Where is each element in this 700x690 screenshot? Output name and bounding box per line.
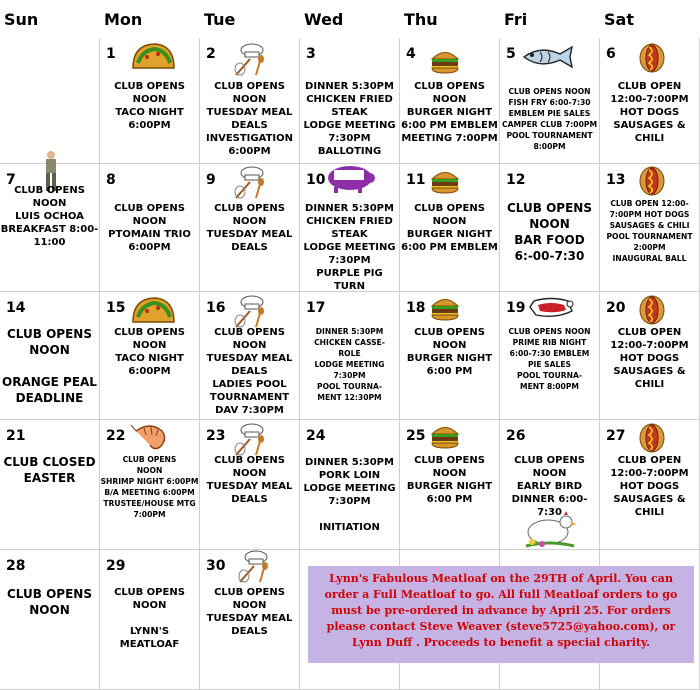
event-text: CLUB OPENS NOON EARLY BIRD DINNER 6:00-7:30 xyxy=(511,455,588,518)
burger-icon xyxy=(430,48,460,78)
day-number: 1 xyxy=(106,46,116,62)
event-text: CLUB OPEN 12:00-7:00PM HOT DOGS SAUSAGES & CHILI xyxy=(610,327,689,390)
taco-icon xyxy=(130,295,176,329)
steak-icon xyxy=(526,295,576,325)
event-text: CLUB OPEN 12:00- 7:00PM HOT DOGS SAUSAGES & CHILI POOL TOURNAMENT 2:00PM INAUGURAL BALL xyxy=(606,199,693,263)
day-cell-17 xyxy=(300,292,400,420)
event-text: CLUB OPENS NOON TUESDAY MEAL DEALS xyxy=(206,587,293,637)
day-cell-10 xyxy=(300,164,400,292)
day-cell-1 xyxy=(100,38,200,164)
burger-icon xyxy=(430,295,460,325)
day-cell-27 xyxy=(600,420,700,550)
day-number: 26 xyxy=(506,428,526,444)
event-text: CLUB OPENS NOON BURGER NIGHT 6:00 PM xyxy=(406,327,493,377)
day-number: 15 xyxy=(106,300,126,316)
day-number: 8 xyxy=(106,172,116,188)
day-cell-25 xyxy=(400,420,500,550)
chef-whisk-icon xyxy=(230,166,266,204)
day-number: 3 xyxy=(306,46,316,62)
burger-icon xyxy=(430,423,460,453)
event-text: DINNER 5:30PM CHICKEN FRIED STEAK LODGE MEETING 7:30PM BALLOTING xyxy=(303,81,396,157)
weekday-sun: Sun xyxy=(4,10,39,29)
day-cell-2 xyxy=(200,38,300,164)
day-cell-4 xyxy=(400,38,500,164)
event-text: CLUB OPEN 12:00-7:00PM HOT DOGS SAUSAGES & CHILI xyxy=(610,455,689,518)
weekday-sat: Sat xyxy=(604,10,634,29)
weekday-tue: Tue xyxy=(204,10,236,29)
day-cell-14 xyxy=(0,292,100,420)
burger-icon xyxy=(430,168,460,198)
day-number: 11 xyxy=(406,172,426,188)
day-number: 29 xyxy=(106,558,126,574)
event-text: DINNER 5:30PM CHICKEN CASSE- ROLE LODGE MEETING 7:30PM POOL TOURNA- MENT 12:30PM xyxy=(314,327,385,402)
day-number: 9 xyxy=(206,172,216,188)
day-cell-22 xyxy=(100,420,200,550)
weekday-wed: Wed xyxy=(304,10,344,29)
day-number: 5 xyxy=(506,46,516,62)
day-cell-16 xyxy=(200,292,300,420)
day-cell-24 xyxy=(300,420,400,550)
day-cell-15 xyxy=(100,292,200,420)
day-number: 16 xyxy=(206,300,226,316)
chef-whisk-icon xyxy=(234,550,270,588)
day-cell-18 xyxy=(400,292,500,420)
day-number: 25 xyxy=(406,428,426,444)
event-text: CLUB OPENS NOON PRIME RIB NIGHT 6:00-7:30 EMBLEM PIE SALES POOL TOURNA- MENT 8:00PM xyxy=(508,327,591,391)
day-number: 24 xyxy=(306,428,326,444)
day-number: 22 xyxy=(106,428,126,444)
event-text: CLUB OPENS NOON xyxy=(7,587,92,617)
day-number: 7 xyxy=(6,172,16,188)
day-cell-13 xyxy=(600,164,700,292)
hotdog-icon xyxy=(638,166,666,200)
day-cell-20 xyxy=(600,292,700,420)
day-cell-7 xyxy=(0,164,100,292)
event-text: CLUB OPENS NOON BAR FOOD 6:-00-7:30 xyxy=(507,201,592,263)
day-number: 27 xyxy=(606,428,626,444)
event-text: CLUB OPENS NOON TACO NIGHT 6:00PM xyxy=(114,81,185,131)
day-number: 10 xyxy=(306,172,326,188)
event-text: CLUB CLOSED EASTER xyxy=(3,455,96,485)
day-cell-26 xyxy=(500,420,600,550)
event-text: CLUB OPENS NOON PTOMAIN TRIO 6:00PM xyxy=(108,203,191,253)
day-cell-8 xyxy=(100,164,200,292)
event-text: CLUB OPENS NOON TUESDAY MEAL DEALS LADIES POOL TOURNAMENT DAV 7:30PM xyxy=(206,327,293,416)
day-number: 18 xyxy=(406,300,426,316)
day-cell-30 xyxy=(200,550,300,690)
day-cell-6 xyxy=(600,38,700,164)
day-cell-28 xyxy=(0,550,100,690)
day-number: 12 xyxy=(506,172,526,188)
hotdog-icon xyxy=(638,43,666,77)
event-text: CLUB OPEN 12:00-7:00PM HOT DOGS SAUSAGES & CHILI xyxy=(610,81,689,144)
event-text: CLUB OPENS NOON TACO NIGHT 6:00PM xyxy=(114,327,185,377)
event-text: DINNER 5:30PM PORK LOIN LODGE MEETING 7:30PM INITIATION xyxy=(303,457,396,533)
weekday-thu: Thu xyxy=(404,10,438,29)
day-cell-19 xyxy=(500,292,600,420)
day-number: 17 xyxy=(306,300,326,316)
shrimp-icon xyxy=(130,423,170,457)
meatloaf-announcement: Lynn's Fabulous Meatloaf on the 29TH of April. You can order a Full Meatloaf to go. All full Meatloaf orders to go must be pre-ordered in advance by April 25. For orders please contact Steve Weaver (steve5725@yahoo.com), or Lynn Duff . Proceeds to benefit a special charity. xyxy=(308,566,694,663)
event-text: CLUB OPENS NOON LUIS OCHOA BREAKFAST 8:00- 11:00 xyxy=(0,185,99,248)
day-number: 28 xyxy=(6,558,26,574)
day-number: 21 xyxy=(6,428,26,444)
event-text: CLUB OPENS NOON TUESDAY MEAL DEALS INVESTIGATION 6:00PM xyxy=(206,81,293,157)
day-number: 13 xyxy=(606,172,626,188)
event-text: CLUB OPENS NOON FISH FRY 6:00-7:30 EMBLEM PIE SALES CAMPER CLUB 7:00PM POOL TOURNAMENT 8:00PM xyxy=(502,87,597,151)
empty-cell xyxy=(0,38,100,164)
day-number: 6 xyxy=(606,46,616,62)
day-number: 20 xyxy=(606,300,626,316)
day-cell-21 xyxy=(0,420,100,550)
event-text: CLUB OPENS NOON TUESDAY MEAL DEALS xyxy=(206,203,293,253)
day-number: 30 xyxy=(206,558,226,574)
day-cell-9 xyxy=(200,164,300,292)
hotdog-icon xyxy=(638,423,666,457)
event-text: CLUB OPENS NOON BURGER NIGHT 6:00 PM EMBLEM MEETING 7:00PM xyxy=(401,81,498,144)
purple-pig-icon xyxy=(324,164,376,198)
day-cell-5 xyxy=(500,38,600,164)
event-text: CLUB OPENS NOON BURGER NIGHT 6:00 PM EMBLEM xyxy=(401,203,498,253)
hotdog-icon xyxy=(638,295,666,329)
day-cell-29 xyxy=(100,550,200,690)
event-text: CLUB OPENS NOON SHRIMP NIGHT 6:00PM B/A MEETING 6:00PM TRUSTEE/HOUSE MTG 7:00PM xyxy=(100,455,199,519)
day-cell-12 xyxy=(500,164,600,292)
event-text: CLUB OPENS NOON LYNN'S MEATLOAF xyxy=(114,587,185,650)
chef-whisk-icon xyxy=(230,43,266,81)
weekday-mon: Mon xyxy=(104,10,143,29)
day-number: 4 xyxy=(406,46,416,62)
day-number: 23 xyxy=(206,428,226,444)
weekday-fri: Fri xyxy=(504,10,528,29)
day-cell-3 xyxy=(300,38,400,164)
event-text: CLUB OPENS NOON TUESDAY MEAL DEALS xyxy=(206,455,293,505)
day-cell-23 xyxy=(200,420,300,550)
fish-icon xyxy=(520,44,576,74)
day-number: 14 xyxy=(6,300,26,316)
day-cell-11 xyxy=(400,164,500,292)
taco-icon xyxy=(130,41,176,75)
event-text: CLUB OPENS NOON ORANGE PEAL DEADLINE xyxy=(2,327,97,405)
day-number: 19 xyxy=(506,300,526,316)
day-number: 2 xyxy=(206,46,216,62)
event-text: DINNER 5:30PM CHICKEN FRIED STEAK LODGE MEETING 7:30PM PURPLE PIG TURN xyxy=(303,203,396,292)
event-text: CLUB OPENS NOON BURGER NIGHT 6:00 PM xyxy=(406,455,493,505)
